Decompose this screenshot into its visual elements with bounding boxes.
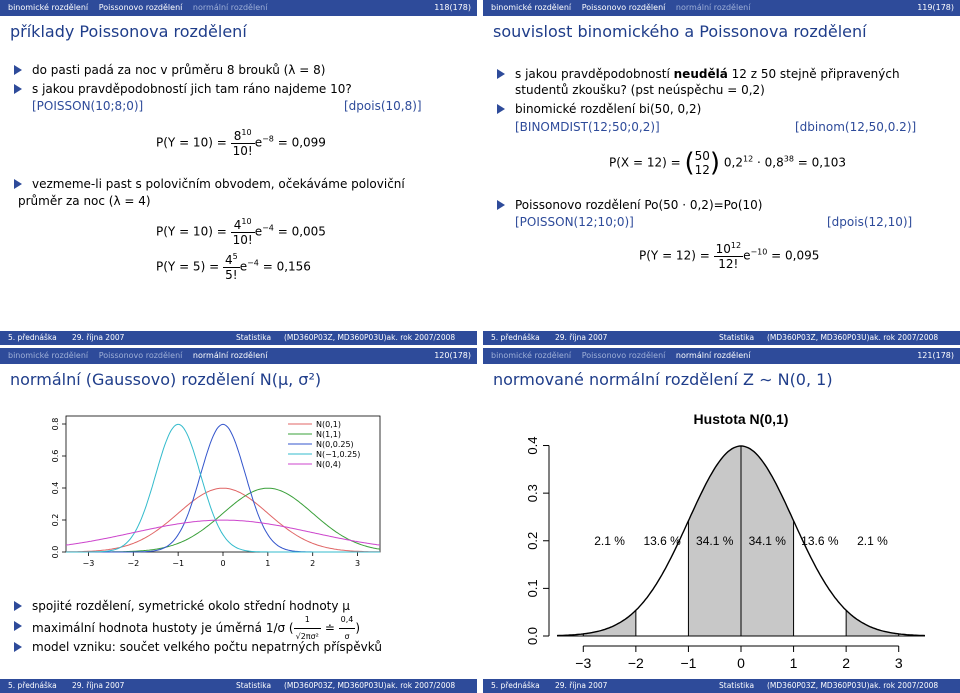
header-section-normal[interactable]: normální rozdělení xyxy=(192,351,268,360)
footer-date: 29. října 2007 xyxy=(72,681,125,690)
footer-code: (MD360P03Z, MD360P03U)ak. rok 2007/2008 xyxy=(767,333,939,342)
text-span: maximální hodnota hustoty je úměrná 1/σ ( xyxy=(32,621,294,635)
bullet-text: Poissonovo rozdělení Po(50 · 0,2)=Po(10) xyxy=(515,198,763,212)
equation xyxy=(156,252,311,282)
y-tick-label: 0.2 xyxy=(51,513,60,527)
slide-120 xyxy=(0,348,477,693)
footer-code: (MD360P03Z, MD360P03U)ak. rok 2007/2008 xyxy=(284,333,456,342)
eq-q: 0,8 xyxy=(764,155,784,170)
eq-sup: −4 xyxy=(262,223,274,233)
r-command: [dpois(10,8)] xyxy=(344,99,422,113)
header-section-binomial[interactable]: binomické rozdělení xyxy=(8,3,89,12)
eq-left: P(Y = 5) = xyxy=(156,259,220,274)
eq-e: e xyxy=(254,224,263,239)
eq-sup: 10 xyxy=(241,128,252,137)
excel-command: [BINOMDIST(12;50;0,2)] xyxy=(515,120,660,134)
equation xyxy=(609,148,846,178)
eq-sup: −8 xyxy=(262,134,274,144)
x-tick-label: −2 xyxy=(627,655,644,671)
chart-title: Hustota N(0,1) xyxy=(693,411,789,427)
eq-den: 10! xyxy=(232,233,253,247)
y-tick-label: 0.4 xyxy=(525,436,540,455)
header-section-binomial[interactable]: binomické rozdělení xyxy=(8,351,89,360)
eq-num: 8 xyxy=(233,129,242,143)
bullet-icon xyxy=(14,179,22,189)
legend-label: N(0,0.25) xyxy=(316,440,354,449)
x-tick-label: −3 xyxy=(575,655,592,671)
slide-footer xyxy=(0,331,477,345)
paren-left: ( xyxy=(684,148,695,178)
footer-lecture: 5. přednáška xyxy=(8,333,57,342)
fraction xyxy=(231,217,255,247)
x-tick-label: 2 xyxy=(310,559,316,568)
eq-den: 10! xyxy=(232,144,253,158)
footer-course: Statistika xyxy=(236,681,272,690)
eq-k: 12 xyxy=(694,163,710,177)
x-tick-label: 0 xyxy=(220,559,226,568)
eq-n: 50 xyxy=(694,149,710,163)
eq-den: 5! xyxy=(225,268,238,282)
slide-118 xyxy=(0,0,477,345)
text-span: 12 z 50 stejně připravených xyxy=(727,67,900,81)
series-line xyxy=(66,520,380,545)
x-tick-label: 3 xyxy=(355,559,361,568)
bullet-icon xyxy=(14,621,22,631)
x-tick-label: 3 xyxy=(894,655,903,671)
eq-sup: 12 xyxy=(730,241,742,250)
eq-dot: · xyxy=(757,155,761,170)
band-label: 34.1 % xyxy=(696,533,734,548)
eq-approx: ≐ xyxy=(324,621,335,635)
eq-right: = 0,156 xyxy=(262,259,311,274)
eq-left: P(X = 12) = xyxy=(609,155,681,170)
page-number: 118(178) xyxy=(434,3,471,12)
header-section-binomial[interactable]: binomické rozdělení xyxy=(491,3,572,12)
standard-normal-chart xyxy=(505,406,945,676)
bullet-icon xyxy=(14,65,22,75)
x-tick-label: −1 xyxy=(172,559,185,568)
x-tick-label: 1 xyxy=(265,559,271,568)
legend-label: N(−1,0.25) xyxy=(316,450,361,459)
eq-num: 0,4 xyxy=(339,612,356,629)
page-number: 120(178) xyxy=(434,351,471,360)
header-section-poisson[interactable]: Poissonovo rozdělení xyxy=(581,3,666,12)
eq-num: 4 xyxy=(233,218,242,232)
excel-command: [POISSON(12;10;0)] xyxy=(515,215,634,229)
header-section-poisson[interactable]: Poissonovo rozdělení xyxy=(581,351,666,360)
header-section-poisson[interactable]: Poissonovo rozdělení xyxy=(98,351,183,360)
bullet-text: s jakou pravděpodobností jich tam ráno najdeme 10? xyxy=(32,82,352,96)
eq-sup: −10 xyxy=(750,247,768,257)
header-section-normal[interactable]: normální rozdělení xyxy=(675,3,751,12)
fraction xyxy=(223,252,240,282)
eq-sup: 5 xyxy=(232,252,238,261)
footer-lecture: 5. přednáška xyxy=(491,333,540,342)
footer-date: 29. října 2007 xyxy=(555,333,608,342)
slide-119 xyxy=(483,0,960,345)
slide-footer xyxy=(483,331,960,345)
y-tick-label: 0.4 xyxy=(51,481,60,495)
fraction xyxy=(231,128,255,158)
fraction xyxy=(714,241,743,271)
page-number: 119(178) xyxy=(917,3,954,12)
eq-sup: 10 xyxy=(241,217,252,226)
y-tick-label: 0.6 xyxy=(51,449,60,463)
eq-right: = 0,005 xyxy=(277,224,326,239)
slide-footer xyxy=(0,679,477,693)
bullet-icon xyxy=(497,104,505,114)
footer-lecture: 5. přednáška xyxy=(8,681,57,690)
band-label: 34.1 % xyxy=(748,533,786,548)
slide-body xyxy=(497,66,957,332)
legend-label: N(1,1) xyxy=(316,430,341,439)
slide-footer xyxy=(483,679,960,693)
header-section-poisson[interactable]: Poissonovo rozdělení xyxy=(98,3,183,12)
bullet-icon xyxy=(14,642,22,652)
y-tick-label: 0.3 xyxy=(525,484,540,503)
eq-sup: 12 xyxy=(743,154,754,164)
bullet-text xyxy=(515,66,900,82)
slide-header xyxy=(0,348,477,364)
equation xyxy=(156,128,326,158)
binomial-coef xyxy=(695,149,710,177)
footer-code: (MD360P03Z, MD360P03U)ak. rok 2007/2008 xyxy=(767,681,939,690)
x-tick-label: 1 xyxy=(789,655,798,671)
x-tick-label: −2 xyxy=(127,559,140,568)
bullet-icon xyxy=(497,69,505,79)
footer-date: 29. října 2007 xyxy=(555,681,608,690)
legend-label: N(0,1) xyxy=(316,420,341,429)
bullet-text: do pasti padá za noc v průměru 8 brouků (λ = 8) xyxy=(32,63,326,77)
slide-header xyxy=(0,0,477,16)
r-command: [dpois(12,10)] xyxy=(827,215,913,229)
x-tick-label: −3 xyxy=(82,559,95,568)
slide-body xyxy=(14,598,474,678)
y-tick-label: 0.1 xyxy=(525,579,540,598)
band-label: 2.1 % xyxy=(857,533,888,548)
footer-course: Statistika xyxy=(236,333,272,342)
text-span: ) xyxy=(355,621,361,635)
eq-sup: 38 xyxy=(783,154,794,164)
x-tick-label: −1 xyxy=(680,655,697,671)
bullet-icon xyxy=(497,200,505,210)
header-section-normal[interactable]: normální rozdělení xyxy=(675,351,751,360)
footer-lecture: 5. přednáška xyxy=(491,681,540,690)
slide-title: normované normální rozdělení Z ∼ N(0, 1) xyxy=(493,370,833,389)
slide-title: normální (Gaussovo) rozdělení N(μ, σ²) xyxy=(10,370,322,389)
eq-e: e xyxy=(743,248,751,263)
slide-121 xyxy=(483,348,960,693)
eq-left: P(Y = 10) = xyxy=(156,135,227,150)
eq-left: P(Y = 10) = xyxy=(156,224,227,239)
page-number: 121(178) xyxy=(917,351,954,360)
eq-sup: −4 xyxy=(247,258,259,268)
eq-right: = 0,103 xyxy=(797,155,847,170)
eq-left: P(Y = 12) = xyxy=(639,248,710,263)
eq-p: 0,2 xyxy=(723,155,743,170)
slide-title: souvislost binomického a Poissonova rozdělení xyxy=(493,22,867,41)
paren-right: ) xyxy=(709,148,721,178)
x-tick-label: 2 xyxy=(842,655,851,671)
slide-header xyxy=(483,348,960,364)
slide-header xyxy=(483,0,960,16)
footer-code: (MD360P03Z, MD360P03U)ak. rok 2007/2008 xyxy=(284,681,456,690)
y-tick-label: 0.2 xyxy=(525,531,540,550)
r-command: [dbinom(12,50,0.2)] xyxy=(795,120,917,134)
footer-course: Statistika xyxy=(719,681,755,690)
header-section-normal[interactable]: normální rozdělení xyxy=(192,3,268,12)
bullet-text: vezmeme-li past s polovičním obvodem, očekáváme poloviční xyxy=(32,177,405,191)
bullet-icon xyxy=(14,601,22,611)
x-tick-label: 0 xyxy=(737,655,745,671)
equation xyxy=(156,217,326,247)
footer-course: Statistika xyxy=(719,333,755,342)
eq-den: 12! xyxy=(718,257,739,271)
bullet-icon xyxy=(14,84,22,94)
eq-den: σ xyxy=(344,632,350,641)
bullet-text: binomické rozdělení bi(50, 0,2) xyxy=(515,102,702,116)
eq-e: e xyxy=(239,259,248,274)
normal-densities-chart xyxy=(40,412,400,582)
text-span: s jakou pravděpodobností xyxy=(515,67,674,81)
eq-num: 4 xyxy=(224,253,233,267)
bullet-text: model vzniku: součet velkého počtu nepatrných příspěvků xyxy=(32,640,382,654)
bullet-text: studentů zkoušku? (pst neúspěchu = 0,2) xyxy=(515,83,765,97)
y-tick-label: 0.0 xyxy=(51,545,60,559)
bullet-text: průměr za noc (λ = 4) xyxy=(18,194,151,208)
eq-e: e xyxy=(254,135,263,150)
band-label: 13.6 % xyxy=(643,533,681,548)
slide-title: příklady Poissonova rozdělení xyxy=(10,22,247,41)
band-label: 2.1 % xyxy=(594,533,625,548)
eq-den: √2πσ² xyxy=(295,632,319,641)
legend-label: N(0,4) xyxy=(316,460,341,469)
eq-num: 10 xyxy=(715,242,731,256)
footer-date: 29. října 2007 xyxy=(72,333,125,342)
eq-right: = 0,095 xyxy=(771,248,820,263)
y-tick-label: 0.0 xyxy=(525,626,540,646)
excel-command: [POISSON(10;8;0)] xyxy=(32,99,144,113)
y-tick-label: 0.8 xyxy=(51,417,60,431)
band-label: 13.6 % xyxy=(801,533,839,548)
equation xyxy=(639,241,819,271)
eq-num: 1 xyxy=(294,612,321,629)
text-bold: neudělá xyxy=(673,67,728,81)
eq-right: = 0,099 xyxy=(277,135,326,150)
bullet-text: spojité rozdělení, symetrické okolo střední hodnoty μ xyxy=(32,599,350,613)
header-section-binomial[interactable]: binomické rozdělení xyxy=(491,351,572,360)
slide-body xyxy=(14,62,474,332)
